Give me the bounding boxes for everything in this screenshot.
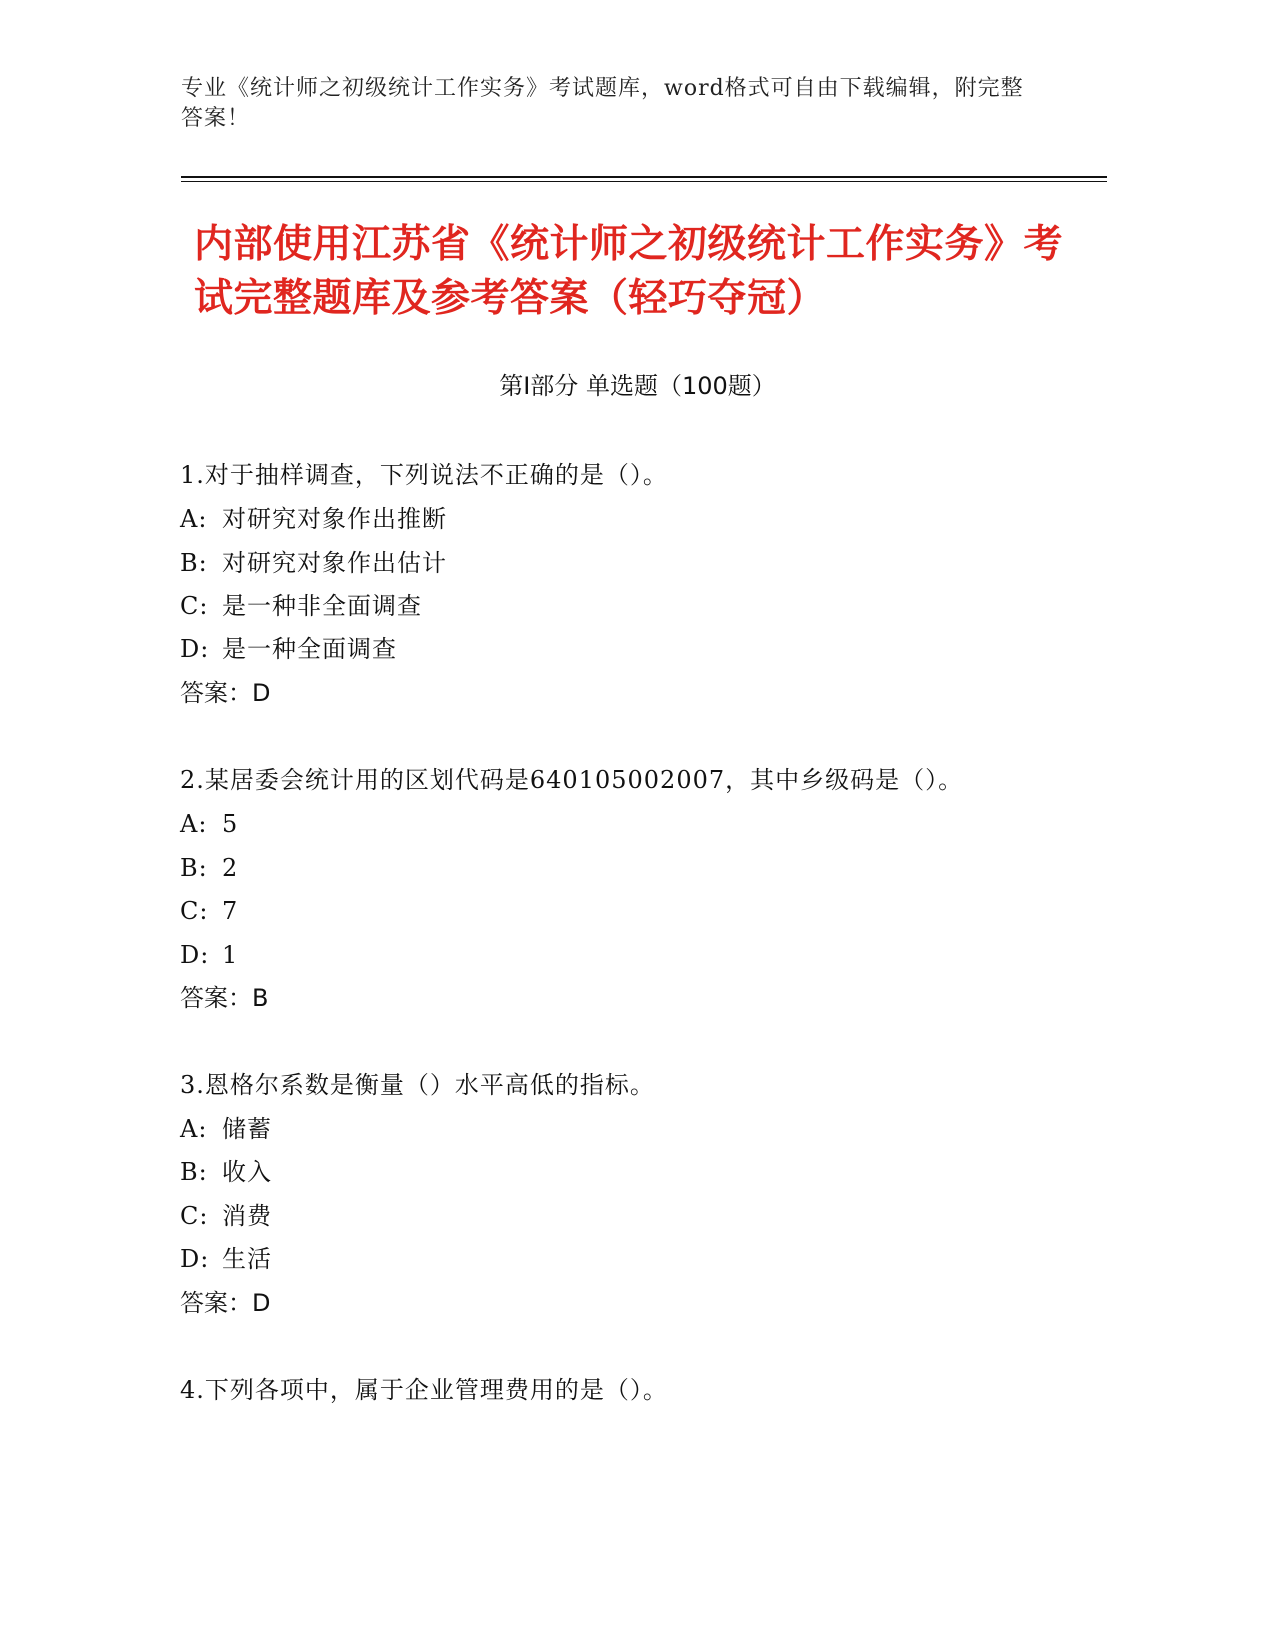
question-2-option-d <box>180 938 238 972</box>
option-letter: B: <box>180 1158 208 1186</box>
option-text: 2 <box>222 854 239 882</box>
option-letter: D: <box>180 941 210 969</box>
question-1-option-d <box>180 632 397 666</box>
section-heading: 第Ⅰ部分 单选题（100题） <box>499 372 776 400</box>
option-letter: B: <box>180 549 208 577</box>
question-3-option-a <box>180 1112 272 1146</box>
option-text: 收入 <box>222 1158 272 1186</box>
header-rule-thick <box>181 176 1107 178</box>
option-text: 是一种全面调查 <box>222 635 397 663</box>
question-2-option-b <box>180 851 238 885</box>
question-3-option-c <box>180 1199 272 1233</box>
option-letter: D: <box>180 635 210 663</box>
question-2-option-a <box>180 807 238 841</box>
option-text: 5 <box>222 810 239 838</box>
question-1-option-c <box>180 589 422 623</box>
option-letter: D: <box>180 1245 210 1273</box>
option-letter: A: <box>180 505 208 533</box>
option-letter: C: <box>180 1202 209 1230</box>
question-2-text: 2.某居委会统计用的区划代码是640105002007，其中乡级码是（）。 <box>180 766 964 794</box>
question-3-option-d <box>180 1242 272 1276</box>
question-3-option-b <box>180 1155 272 1189</box>
option-text: 7 <box>222 897 239 925</box>
option-text: 生活 <box>222 1245 272 1273</box>
question-1-answer: 答案：D <box>180 679 271 707</box>
question-1-option-a <box>180 502 447 536</box>
option-text: 消费 <box>222 1202 272 1230</box>
option-text: 是一种非全面调查 <box>222 592 422 620</box>
option-text: 对研究对象作出估计 <box>222 549 447 577</box>
header-rule-thin <box>181 181 1107 182</box>
option-letter: A: <box>180 1115 208 1143</box>
option-text: 对研究对象作出推断 <box>222 505 447 533</box>
option-text: 储蓄 <box>222 1115 272 1143</box>
option-letter: C: <box>180 592 209 620</box>
question-1-option-b <box>180 546 447 580</box>
question-1-text: 1.对于抽样调查，下列说法不正确的是（）。 <box>180 461 668 489</box>
header-note: 专业《统计师之初级统计工作实务》考试题库，word格式可自由下载编辑，附完整答案！ <box>181 76 1024 131</box>
question-4-text: 4.下列各项中，属于企业管理费用的是（）。 <box>180 1376 668 1404</box>
document-title: 内部使用江苏省《统计师之初级统计工作实务》考试完整题库及参考答案（轻巧夺冠） <box>194 222 1064 321</box>
option-text: 1 <box>222 941 239 969</box>
question-3-answer: 答案：D <box>180 1289 271 1317</box>
option-letter: B: <box>180 854 208 882</box>
option-letter: C: <box>180 897 209 925</box>
question-3-text: 3.恩格尔系数是衡量（）水平高低的指标。 <box>180 1071 655 1099</box>
question-2-answer: 答案：B <box>180 984 269 1012</box>
question-2-option-c <box>180 894 238 928</box>
option-letter: A: <box>180 810 208 838</box>
